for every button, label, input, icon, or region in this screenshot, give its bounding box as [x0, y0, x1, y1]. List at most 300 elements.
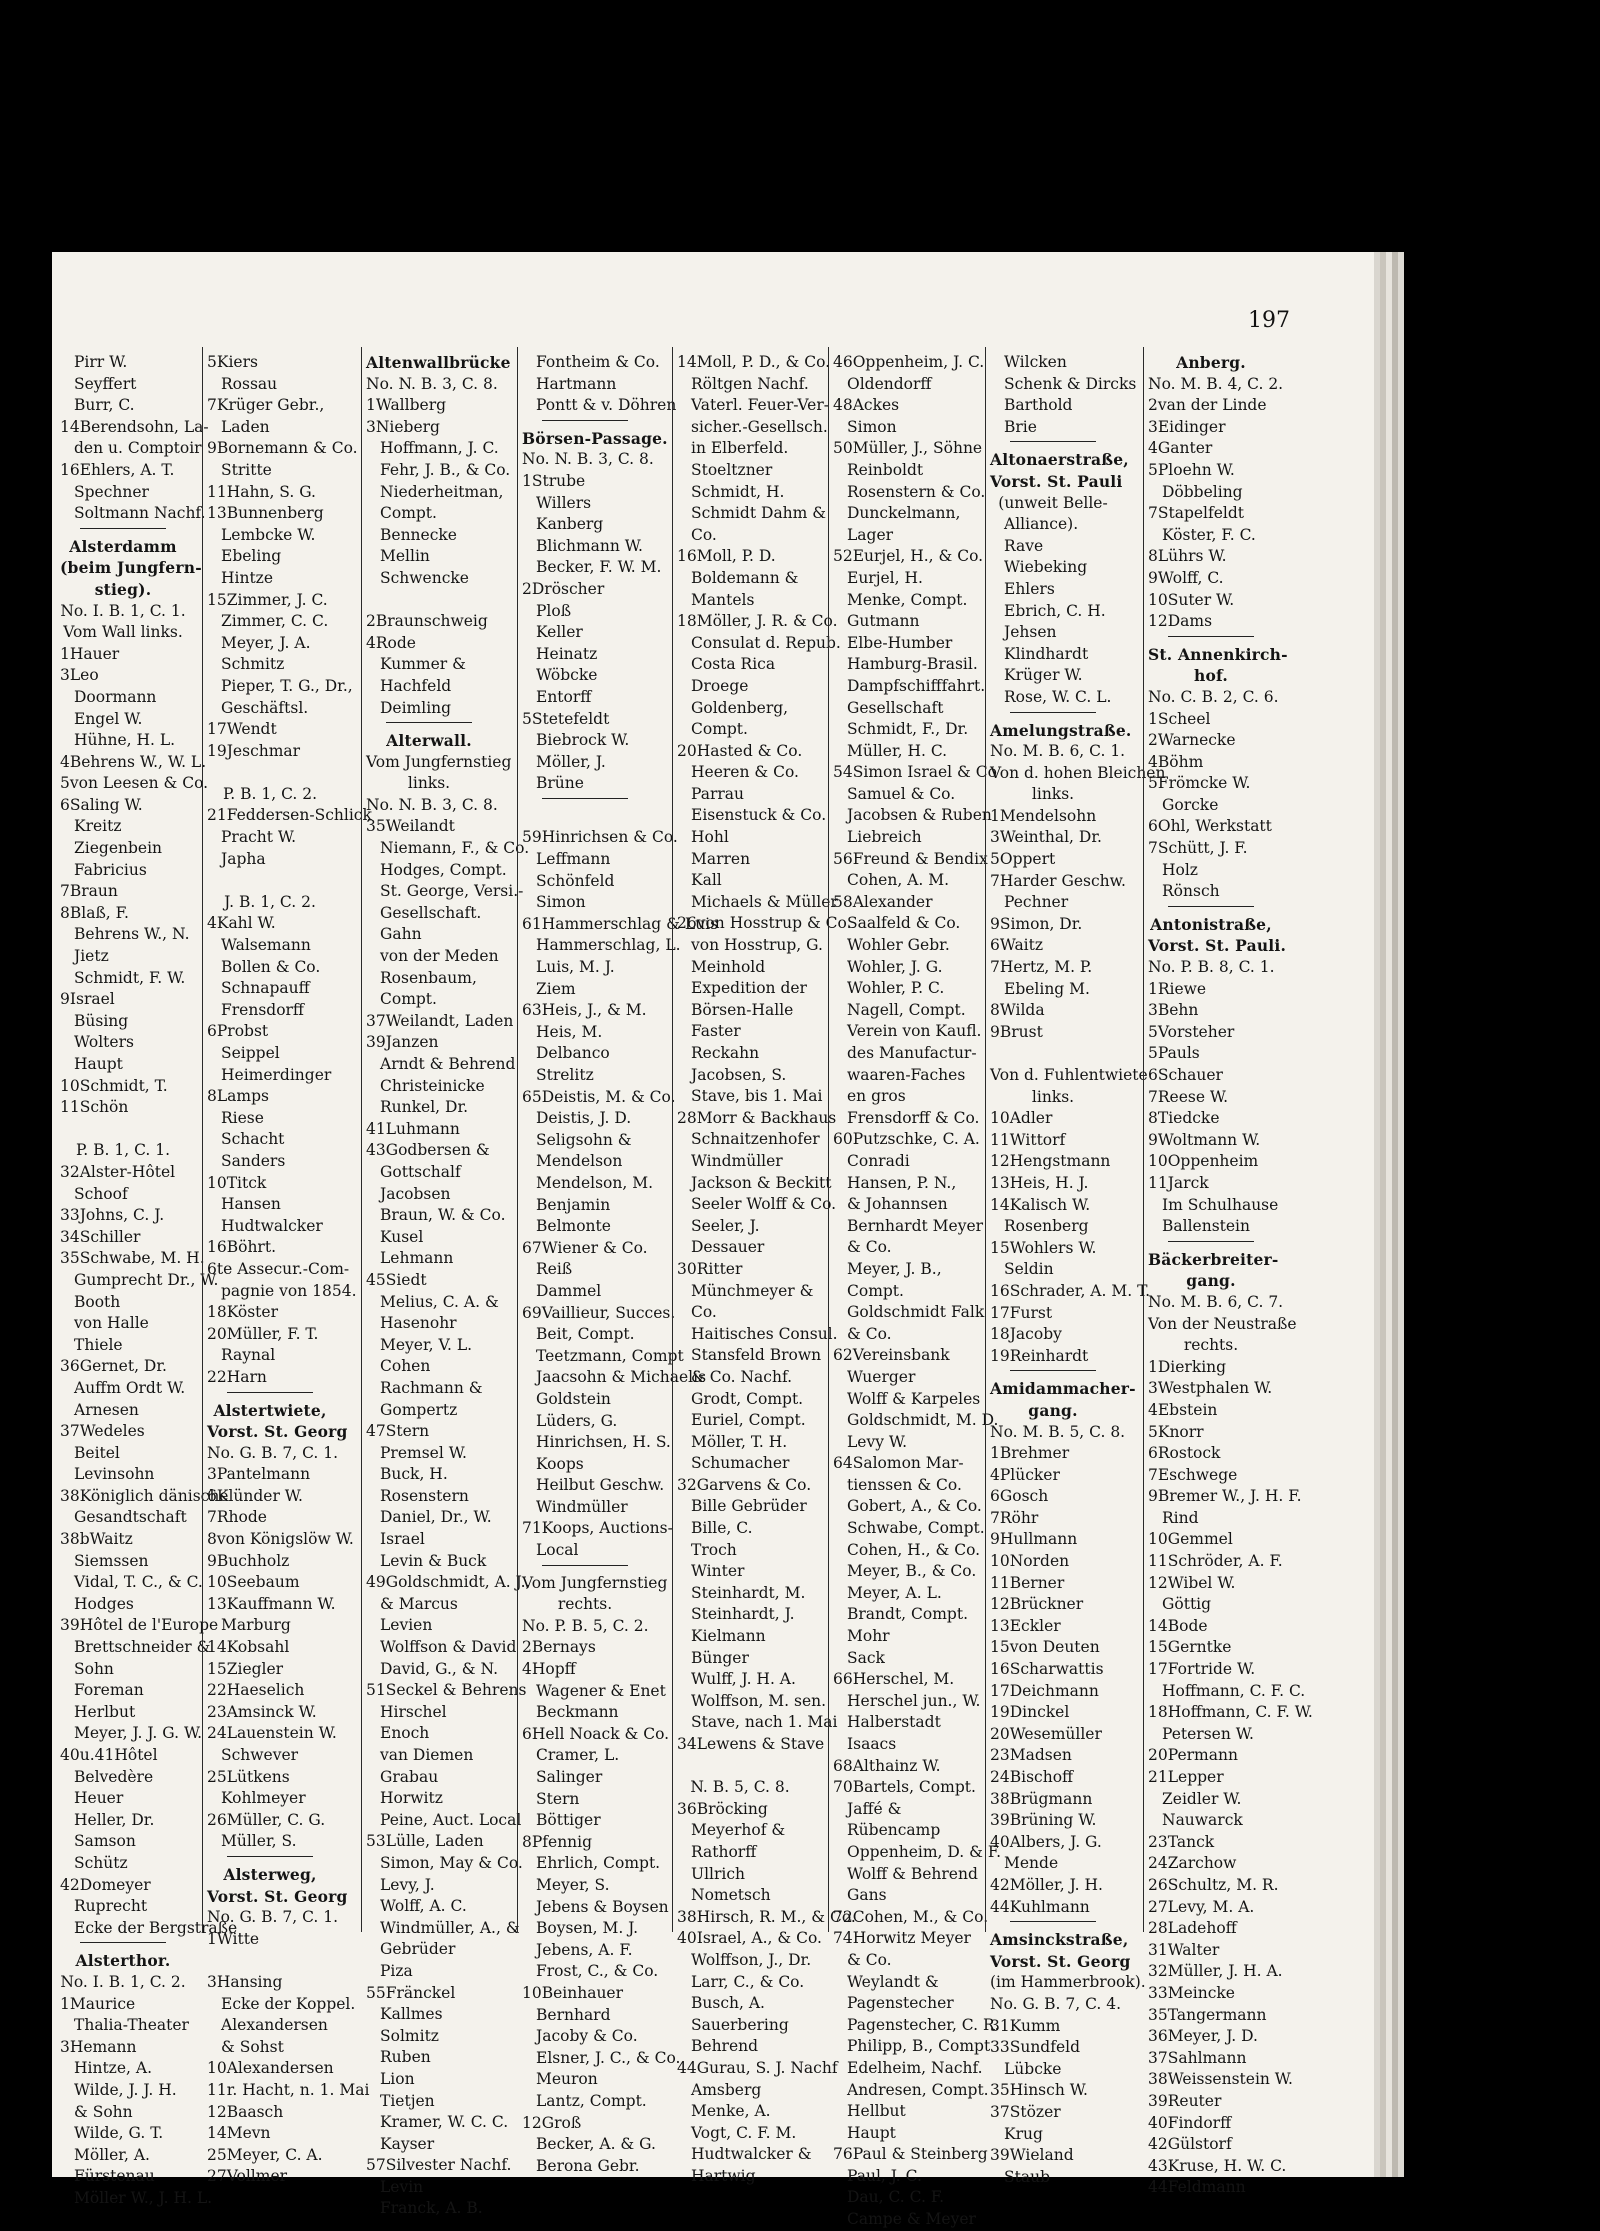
directory-entry: Heinatz [536, 644, 598, 663]
section-info: No. N. B. 3, C. 8. [366, 795, 498, 814]
directory-entry: Strelitz [536, 1066, 594, 1084]
directory-entry: 7Röhr [990, 1508, 1039, 1527]
directory-entry: Müller, S. [221, 1832, 297, 1851]
directory-entry: 14Moll, P. D., & Co. [677, 353, 831, 371]
directory-entry: Braun, W. & Co. [380, 1206, 506, 1225]
directory-entry: 38bWaitz [60, 1530, 133, 1549]
directory-entry: 61Hammerschlag & Luis [522, 914, 719, 933]
directory-entry: 65Deistis, M. & Co. [522, 1087, 676, 1106]
column-2 [207, 352, 372, 2188]
directory-entry: 38Königlich dänische [60, 1486, 229, 1505]
directory-entry: Wilde, J. J. H. [74, 2080, 177, 2099]
street-heading: Altonaerstraße, [990, 450, 1129, 470]
section-info: Vom Jungfernstieg [366, 752, 512, 771]
directory-entry: 14Kalisch W. [990, 1195, 1091, 1214]
directory-entry: Reckahn [691, 1044, 760, 1062]
directory-entry: 4Behrens W., W. L. [60, 752, 207, 771]
directory-entry: 59Hinrichsen & Co. [522, 828, 678, 847]
directory-entry: Im Schulhause [1162, 1195, 1279, 1214]
directory-entry: 69Vaillieur, Succes. [522, 1303, 676, 1322]
directory-entry: 7Harder Geschw. [990, 871, 1126, 890]
directory-entry: 4Plücker [990, 1465, 1060, 1484]
directory-entry: 13Bunnenberg [207, 504, 324, 523]
directory-entry: 16Scharwattis [990, 1660, 1104, 1679]
directory-entry: Campe & Meyer [847, 2210, 976, 2229]
directory-entry: Schmidt, F. W. [74, 968, 186, 987]
section-info: J. B. 1, C. 2. [224, 892, 316, 911]
section-info: rechts. [1183, 1336, 1239, 1355]
directory-entry: 39Wieland [990, 2146, 1074, 2165]
directory-entry: Mende [1004, 1854, 1059, 1873]
directory-entry: 39Janzen [366, 1033, 439, 1052]
directory-entry: 23Tanck [1148, 1832, 1215, 1851]
directory-entry: 28Morr & Backhaus [677, 1108, 837, 1127]
directory-entry: Hudtwalcker [221, 1216, 323, 1235]
directory-entry: 66Herschel, M. [833, 1670, 955, 1689]
street-heading: Bäckerbreiter- [1148, 1249, 1279, 1269]
street-heading: Börsen-Passage. [522, 428, 668, 448]
directory-entry: Hansen [221, 1195, 281, 1214]
directory-entry: Lantz, Compt. [536, 2091, 647, 2110]
directory-entry: Co. [691, 1303, 717, 1322]
section-info: No. I. B. 1, C. 2. [60, 1972, 186, 1991]
street-heading: (beim Jungfern- [60, 558, 202, 578]
directory-entry: Hohl [691, 828, 729, 847]
directory-entry: Schenk & Dircks [1004, 374, 1137, 393]
directory-entry: 42Gülstorf [1148, 2135, 1232, 2154]
directory-entry: 23Madsen [990, 1746, 1072, 1765]
directory-entry: Ebrich, C. H. [1004, 601, 1106, 620]
directory-entry: Belvedère [74, 1767, 154, 1786]
street-heading: gang. [1028, 1400, 1078, 1420]
directory-entry: Dessauer [691, 1238, 765, 1257]
column-divider [517, 347, 518, 1932]
directory-entry: 3Hansing [207, 1972, 283, 1991]
directory-entry: Hudtwalcker & [691, 2145, 812, 2164]
directory-entry: Jaacsohn & Michaelis [536, 1368, 707, 1387]
directory-entry: 26von Hosstrup & Co. [677, 914, 852, 933]
directory-entry: 18Jacoby [990, 1325, 1062, 1344]
directory-entry: 35Tangermann [1148, 2005, 1267, 2024]
directory-entry [990, 1043, 1116, 1065]
directory-entry: & Co. [847, 1238, 892, 1257]
directory-entry: Rathorff [691, 1842, 757, 1861]
directory-entry: 2Braunschweig [366, 612, 488, 631]
directory-entry: Ruben [380, 2048, 431, 2067]
directory-entry: 44Feldmann [1148, 2178, 1246, 2197]
directory-entry: Eurjel, H. [847, 568, 923, 587]
section-info: links. [407, 774, 451, 793]
directory-entry: Hinrichsen, H. S. [536, 1433, 671, 1452]
directory-entry: 13Heis, H. J. [990, 1173, 1089, 1192]
directory-entry: Röltgen Nachf. [691, 374, 809, 393]
directory-entry: Nagell, Compt. [847, 1000, 966, 1019]
directory-entry: 20Permann [1148, 1746, 1238, 1765]
directory-entry: 15Ziegler [207, 1659, 284, 1678]
column-6 [833, 352, 1002, 2231]
directory-entry: Möller, A. [74, 2145, 150, 2164]
directory-entry: 16Moll, P. D. [677, 547, 776, 566]
directory-entry: Franck, A. B. [380, 2199, 483, 2218]
directory-entry: 14Bode [1148, 1616, 1208, 1635]
directory-entry: 9Israel [60, 990, 115, 1009]
directory-entry: Becker, A. & G. [536, 2135, 656, 2154]
directory-entry: Holz [1162, 860, 1198, 879]
directory-entry: Meyer, J. A. [221, 633, 311, 652]
section-info: (im Hammerbrook). [990, 1973, 1146, 1992]
directory-entry: 14Berendsohn, La- [60, 417, 209, 436]
directory-entry: Japha [221, 849, 266, 868]
directory-entry: Keller [536, 623, 583, 642]
directory-entry: 43Godbersen & [366, 1141, 490, 1160]
directory-entry: Hirschel [380, 1702, 447, 1721]
section-info: No. M. B. 6, C. 7. [1148, 1292, 1284, 1311]
directory-entry: Kusel [380, 1227, 424, 1246]
directory-entry: Wagener & Enet [536, 1681, 666, 1700]
directory-entry: Schumacher [691, 1454, 790, 1473]
directory-entry: 1Witte [207, 1929, 260, 1948]
directory-entry: Ecke der Koppel. [221, 1994, 356, 2013]
directory-entry: 11Wittorf [990, 1130, 1066, 1149]
directory-entry: 5Frömcke W. [1148, 774, 1251, 793]
directory-entry: Bollen & Co. [221, 957, 321, 976]
directory-entry: 11Schön [60, 1098, 129, 1117]
directory-entry: Wöbcke [536, 666, 598, 685]
directory-entry: Deistis, J. D. [536, 1109, 632, 1128]
section-info: P. B. 1, C. 2. [222, 784, 318, 803]
directory-entry: Schoof [74, 1184, 128, 1203]
directory-entry: Elbe-Humber [847, 633, 953, 652]
directory-entry: Rosenstern [380, 1486, 469, 1505]
directory-entry: Booth [74, 1292, 121, 1311]
directory-entry: Wolffson & David [380, 1638, 517, 1657]
directory-entry: 64Salomon Mar- [833, 1454, 964, 1473]
street-heading: St. Annenkirch- [1148, 644, 1288, 664]
directory-entry: 27Levy, M. A. [1148, 1897, 1255, 1916]
directory-entry: Büsing [74, 1011, 129, 1030]
directory-entry [522, 806, 648, 828]
directory-entry: Meyerhof & [691, 1821, 786, 1840]
directory-entry: Co. [691, 525, 717, 544]
directory-entry: 10Oppenheim [1148, 1152, 1259, 1171]
directory-entry: Entorff [536, 687, 592, 706]
directory-entry: Runkel, Dr. [380, 1098, 469, 1117]
directory-entry: Heilbut Geschw. [536, 1476, 665, 1495]
directory-entry: Heeren & Co. [691, 763, 799, 782]
directory-entry: 8Pfennig [522, 1832, 593, 1851]
directory-entry: Seippel [221, 1044, 280, 1062]
directory-entry: 44Kuhlmann [990, 1897, 1090, 1916]
directory-entry: Auffm Ordt W. [74, 1378, 186, 1397]
directory-entry: Teetzmann, Compt [536, 1346, 684, 1365]
directory-entry: Dau, C. C. F. [847, 2188, 945, 2207]
directory-entry: 8Lamps [207, 1087, 269, 1106]
directory-entry: Klindhardt [1004, 644, 1089, 663]
directory-entry: 35Weilandt [366, 817, 455, 836]
directory-entry: Ullrich [691, 1864, 746, 1883]
directory-entry: 40u.41Hôtel [60, 1746, 158, 1764]
directory-entry: 37Stözer [990, 2102, 1061, 2121]
directory-entry: 20Wesemüller [990, 1724, 1102, 1743]
directory-entry: Gebrüder [380, 1940, 456, 1959]
directory-entry: 6Probst [207, 1022, 269, 1041]
directory-entry: Gobert, A., & Co. [847, 1497, 982, 1516]
street-heading: Alsterweg, [223, 1864, 317, 1884]
directory-entry: 9Wolff, C. [1148, 568, 1224, 587]
directory-entry: 70Bartels, Compt. [833, 1778, 976, 1797]
directory-entry: Ebeling [221, 547, 282, 566]
directory-entry: 7Reese W. [1148, 1087, 1229, 1106]
directory-entry: Hachfeld [380, 676, 452, 695]
directory-entry: 8Lührs W. [1148, 547, 1227, 566]
directory-entry: Haupt [74, 1055, 123, 1073]
directory-entry: Windmüller [691, 1151, 783, 1170]
directory-entry: Wilcken [1004, 353, 1067, 371]
directory-entry: 24Bischoff [990, 1768, 1074, 1786]
directory-entry: Lübcke [1004, 2059, 1062, 2078]
directory-entry: Compt. [691, 720, 748, 739]
directory-entry: Windmüller, A., & [380, 1918, 520, 1937]
directory-entry: Samuel & Co. [847, 784, 956, 803]
directory-entry: Jacoby & Co. [536, 2027, 638, 2046]
directory-entry: 36Gernet, Dr. [60, 1357, 167, 1376]
directory-entry: Willers [536, 493, 592, 512]
directory-entry: Koops [536, 1454, 584, 1473]
directory-entry: Dampfschifffahrt. [847, 676, 986, 695]
directory-entry: David, G., & N. [380, 1659, 498, 1678]
directory-entry: Schnaitzenhofer [691, 1130, 820, 1149]
directory-entry: 12Wibel W. [1148, 1573, 1236, 1592]
directory-entry: 46Oppenheim, J. C. [833, 353, 985, 371]
directory-entry: Lüders, G. [536, 1411, 618, 1430]
column-divider [672, 347, 673, 1932]
directory-entry: Sauerbering [691, 2015, 789, 2034]
directory-entry: Blichmann W. [536, 536, 643, 555]
directory-entry: 39Hôtel de l'Europe [60, 1616, 219, 1635]
directory-entry: Jebens & Boysen [536, 1897, 669, 1916]
directory-entry: sicher.-Gesellsch. [691, 417, 828, 436]
directory-entry: Möller W., J. H. L. [74, 2188, 213, 2207]
directory-entry: Walsemann [221, 936, 311, 955]
directory-entry: 6Ohl, Werkstatt [1148, 817, 1272, 836]
directory-entry: Möller, J. [536, 752, 606, 771]
section-info: P. B. 1, C. 1. [75, 1141, 171, 1160]
directory-entry [677, 1756, 803, 1778]
directory-entry: Meyer, V. L. [380, 1335, 473, 1354]
directory-entry: Stoeltzner [691, 460, 773, 479]
directory-entry: Brandt, Compt. [847, 1605, 968, 1624]
directory-entry: den u. Comptoir [74, 439, 202, 458]
directory-entry: Meinhold [691, 957, 766, 976]
directory-entry: 6Saling W. [60, 795, 143, 814]
section-divider [1148, 906, 1274, 914]
directory-entry: & Marcus [380, 1594, 458, 1613]
directory-entry: Bennecke [380, 525, 457, 544]
directory-entry: Dammel [536, 1281, 602, 1300]
directory-entry: Stern [536, 1789, 580, 1808]
directory-entry: Liebreich [847, 828, 922, 847]
directory-entry: Biebrock W. [536, 731, 630, 750]
directory-entry: 1Mendelsohn [990, 806, 1097, 825]
directory-entry: Simon, May & Co. [380, 1853, 523, 1872]
directory-entry: 6Klünder W. [207, 1486, 303, 1505]
directory-entry: Rind [1162, 1508, 1199, 1527]
directory-entry: 5Stetefeldt [522, 709, 610, 728]
directory-entry: Zimmer, C. C. [221, 612, 329, 631]
directory-entry: Meyer, S. [536, 1875, 610, 1894]
directory-entry: Hoffmann, J. C. [380, 439, 499, 458]
directory-entry: Barthold [1004, 396, 1073, 415]
directory-entry: Solmitz [380, 2026, 439, 2045]
directory-entry: Melius, C. A. & [380, 1292, 499, 1311]
directory-entry: Beit, Compt. [536, 1325, 635, 1344]
directory-entry: Jehsen [1004, 623, 1057, 642]
directory-entry: Kayser [380, 2134, 435, 2153]
directory-entry: Fontheim & Co. [536, 353, 660, 371]
directory-entry: 4Hopff [522, 1660, 576, 1679]
directory-entry: 40Albers, J. G. [990, 1832, 1102, 1851]
directory-entry: Berona Gebr. [536, 2156, 640, 2175]
directory-entry: Sanders [221, 1151, 286, 1170]
directory-entry: Heuer [74, 1789, 124, 1808]
directory-entry: Hansen, P. N., [847, 1173, 957, 1192]
directory-entry: 6te Assecur.-Com- [207, 1259, 350, 1278]
directory-entry: 23Amsinck W. [207, 1702, 317, 1721]
directory-entry: 10Beinhauer [522, 1983, 624, 2002]
directory-entry: Heimerdinger [221, 1065, 332, 1084]
directory-entry: Kallmes [380, 2005, 443, 2024]
directory-entry: 9Bremer W., J. H. F. [1148, 1487, 1302, 1506]
directory-entry: Siemssen [74, 1551, 149, 1570]
directory-entry: Göttig [1162, 1595, 1212, 1614]
directory-entry: 16Böhrt. [207, 1238, 276, 1257]
directory-entry: Brüne [536, 774, 584, 793]
directory-entry: Gans [847, 1886, 887, 1905]
column-3 [366, 352, 531, 2220]
directory-entry: 47Stern [366, 1422, 430, 1441]
directory-entry: Leffmann [536, 850, 611, 869]
directory-entry: Rönsch [1162, 882, 1220, 901]
directory-entry: Deimling [380, 698, 452, 717]
directory-entry: Jacobsen [380, 1184, 451, 1203]
directory-entry: Stave, nach 1. Mai [691, 1713, 838, 1732]
section-info: No. C. B. 2, C. 6. [1148, 687, 1279, 706]
directory-entry: Troch [691, 1540, 737, 1559]
directory-entry: 4Ebstein [1148, 1400, 1218, 1419]
directory-entry: 3Pantelmann [207, 1465, 311, 1484]
directory-entry: von Halle [74, 1314, 149, 1333]
directory-entry: Pechner [1004, 893, 1069, 912]
directory-entry: & Co. [847, 1950, 892, 1969]
directory-entry: Wohler, P. C. [847, 979, 945, 998]
directory-entry: Spechner [74, 482, 149, 501]
section-info: Vom Jungfernstieg [522, 1573, 668, 1592]
street-heading: gang. [1186, 1271, 1236, 1291]
directory-entry: Jackson & Beckitt [691, 1173, 832, 1192]
directory-entry: Wolff, A. C. [380, 1897, 467, 1916]
section-info: No. I. B. 1, C. 1. [60, 601, 186, 620]
street-heading: Anberg. [1176, 353, 1246, 372]
directory-entry: 42Möller, J. H. [990, 1875, 1103, 1894]
directory-entry: 10Titck [207, 1173, 267, 1192]
directory-entry: Becker, F. W. M. [536, 558, 662, 577]
section-info: rechts. [557, 1595, 613, 1614]
directory-entry: 2Warnecke [1148, 731, 1236, 750]
directory-entry: Bille, C. [691, 1519, 753, 1538]
directory-entry: Sohn [74, 1659, 114, 1678]
directory-entry: & Co. [847, 1324, 892, 1343]
directory-entry: Levy W. [847, 1432, 908, 1451]
directory-entry: 34Lewens & Stave [677, 1735, 825, 1753]
directory-entry: Gahn [380, 925, 422, 944]
section-info: No. P. B. 5, C. 2. [522, 1616, 649, 1635]
directory-entry: 54Simon Israel & Co [833, 763, 997, 782]
directory-entry: Gesellschaft [847, 698, 944, 717]
directory-entry: Salinger [536, 1768, 603, 1786]
directory-entry: Herschel jun., W. [847, 1691, 981, 1710]
directory-entry: 4Ganter [1148, 439, 1213, 458]
directory-entry: Beitel [74, 1443, 120, 1462]
directory-entry: Lehmann [380, 1249, 454, 1268]
directory-entry: Eisenstuck & Co. [691, 806, 827, 825]
directory-entry: 11Berner [990, 1573, 1065, 1592]
directory-entry [366, 590, 492, 612]
directory-entry: des Manufactur- [847, 1044, 977, 1062]
section-info: No. G. B. 7, C. 1. [207, 1443, 339, 1462]
directory-entry: 38Weissenstein W. [1148, 2070, 1293, 2089]
directory-entry: Ruprecht [74, 1897, 148, 1916]
directory-entry: Ziem [536, 979, 576, 998]
directory-entry: Ziegenbein [74, 839, 163, 858]
directory-entry: Frost, C., & Co. [536, 1962, 659, 1981]
directory-entry: Lion [380, 2069, 415, 2088]
directory-entry: 1Wallberg [366, 396, 447, 415]
directory-entry: Consulat d. Repub. [691, 633, 841, 652]
street-heading: stieg). [94, 579, 152, 599]
section-info: No. M. B. 6, C. 1. [990, 742, 1126, 761]
street-heading: Alsterdamm [69, 536, 177, 556]
directory-entry: 72Cohen, M., & Co. [833, 1907, 989, 1926]
directory-entry: Köster, F. C. [1162, 525, 1256, 544]
directory-entry: Tietjen [380, 2091, 435, 2110]
directory-entry: Engel W. [74, 709, 143, 728]
street-heading: Amidammacher- [990, 1379, 1136, 1399]
directory-entry: 15Gerntke [1148, 1638, 1232, 1657]
directory-entry: pagnie von 1854. [221, 1281, 357, 1300]
directory-entry: 36Bröcking [677, 1799, 768, 1818]
section-divider [207, 1856, 333, 1864]
directory-entry: Zeidler W. [1162, 1789, 1242, 1808]
directory-entry: Hühne, H. L. [74, 731, 176, 750]
directory-entry: Wohler, J. G. [847, 957, 943, 976]
directory-entry: Premsel W. [380, 1443, 467, 1462]
section-info: No. P. B. 8, C. 1. [1148, 958, 1275, 977]
directory-entry: Piza [380, 1961, 413, 1980]
directory-entry: Oppenheim, D. & F. [847, 1842, 1002, 1861]
page-number: 197 [1248, 308, 1290, 333]
section-info: No. N. B. 3, C. 8. [366, 374, 498, 393]
directory-entry: Costa Rica [691, 655, 776, 674]
directory-entry: & Co. Nachf. [691, 1367, 793, 1386]
directory-entry: Michaels & Müller [691, 892, 838, 911]
directory-entry: 18Köster [207, 1303, 278, 1322]
directory-entry: Pagenstecher, C. R. [847, 2015, 1000, 2034]
section-divider [1148, 1241, 1274, 1249]
directory-entry: 1Strube [522, 471, 586, 490]
directory-entry: Seeler, J. [691, 1216, 760, 1235]
directory-entry: 1Hauer [60, 644, 120, 663]
directory-entry: Mantels [691, 590, 755, 609]
